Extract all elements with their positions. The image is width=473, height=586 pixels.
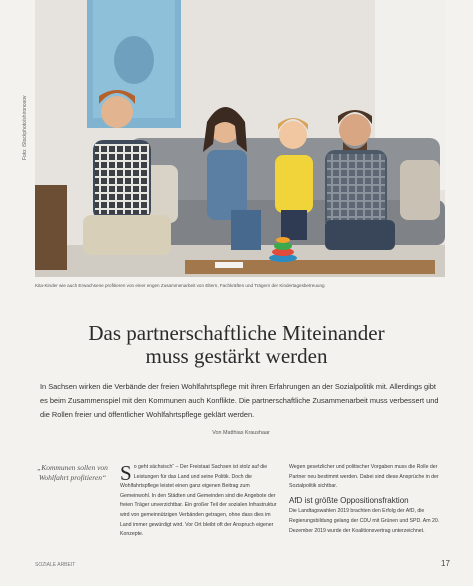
- body-column-middle: [120, 463, 280, 540]
- body-column-right: [289, 463, 449, 536]
- photo-caption: Kita-Kinder wie auch Erwachsene profitieren von einer engen Zusammenarbeit von Eltern, Fachkräften und Trägern der Kindertagesbetreuung: [35, 283, 325, 288]
- hero-photo: [35, 0, 445, 277]
- page-number: 17: [441, 559, 450, 568]
- intro-paragraph: In Sachsen wirken die Verbände der freien Wohlfahrtspflege mit ihren Erfahrungen an der Sozialpolitik mit. Allerdings gibt es beim Zusammenspiel mit den Kommunen auch Konflikte. Die partnerschaftliche Zusammenarbeit muss verbessert und die Rollen freier und öffentlicher Wohlfahrtspflege geklärt werden.: [40, 382, 439, 419]
- body-text-middle: o geht sächsisch“ – Der Freistaat Sachsen ist stolz auf die Leistungen für das Land und seine Politik. Doch die Wohlfahrtspflege leistet einen ganz eigenen Beitrag zum Gemeinwohl. In den Städten und Gemeinden sind die Angebote der freien Träger unverzichtbar. Ein großer Teil der sozialen Infrastruktur wird von gemeinnützigen Verbänden getragen, ohne dass dies im Land immer gewürdigt wird. Vor Ort bleibt oft der Anspruch eigener Konzepte.: [120, 464, 277, 538]
- author-byline: Von Matthias Kraushaar: [212, 430, 270, 436]
- body-text-right-2: Die Landtagswahlen 2019 brachten den Erfolg der AfD, die Regierungsbildung gelang der CDU mit Grünen und SPD. Am 20. Dezember 2019 wurde der Koalitionsvertrag unterzeichnet.: [289, 508, 440, 534]
- headline: [20, 322, 453, 368]
- drop-cap: S: [120, 461, 132, 485]
- headline-line-1: Das partnerschaftliche Miteinander: [88, 321, 385, 345]
- photo-credit: Foto: iStockphoto/shironosov: [22, 95, 28, 160]
- headline-line-2: muss gestärkt werden: [145, 344, 328, 368]
- footer-publication: SOZIALE ARBEIT: [35, 562, 76, 568]
- family-meeting-illustration: [35, 0, 445, 277]
- section-subhead: AfD ist größte Oppositionsfraktion: [289, 495, 409, 505]
- body-text-right: Wegen gesetzlicher und politischer Vorgaben muss die Rolle der Partner neu bestimmt werden. Dabei sind diese Ansprüche in der Sozialpolitik sichtbar.: [289, 464, 439, 490]
- pull-quote: „Kommunen sollen von Wohlfahrt profitieren“: [37, 463, 108, 482]
